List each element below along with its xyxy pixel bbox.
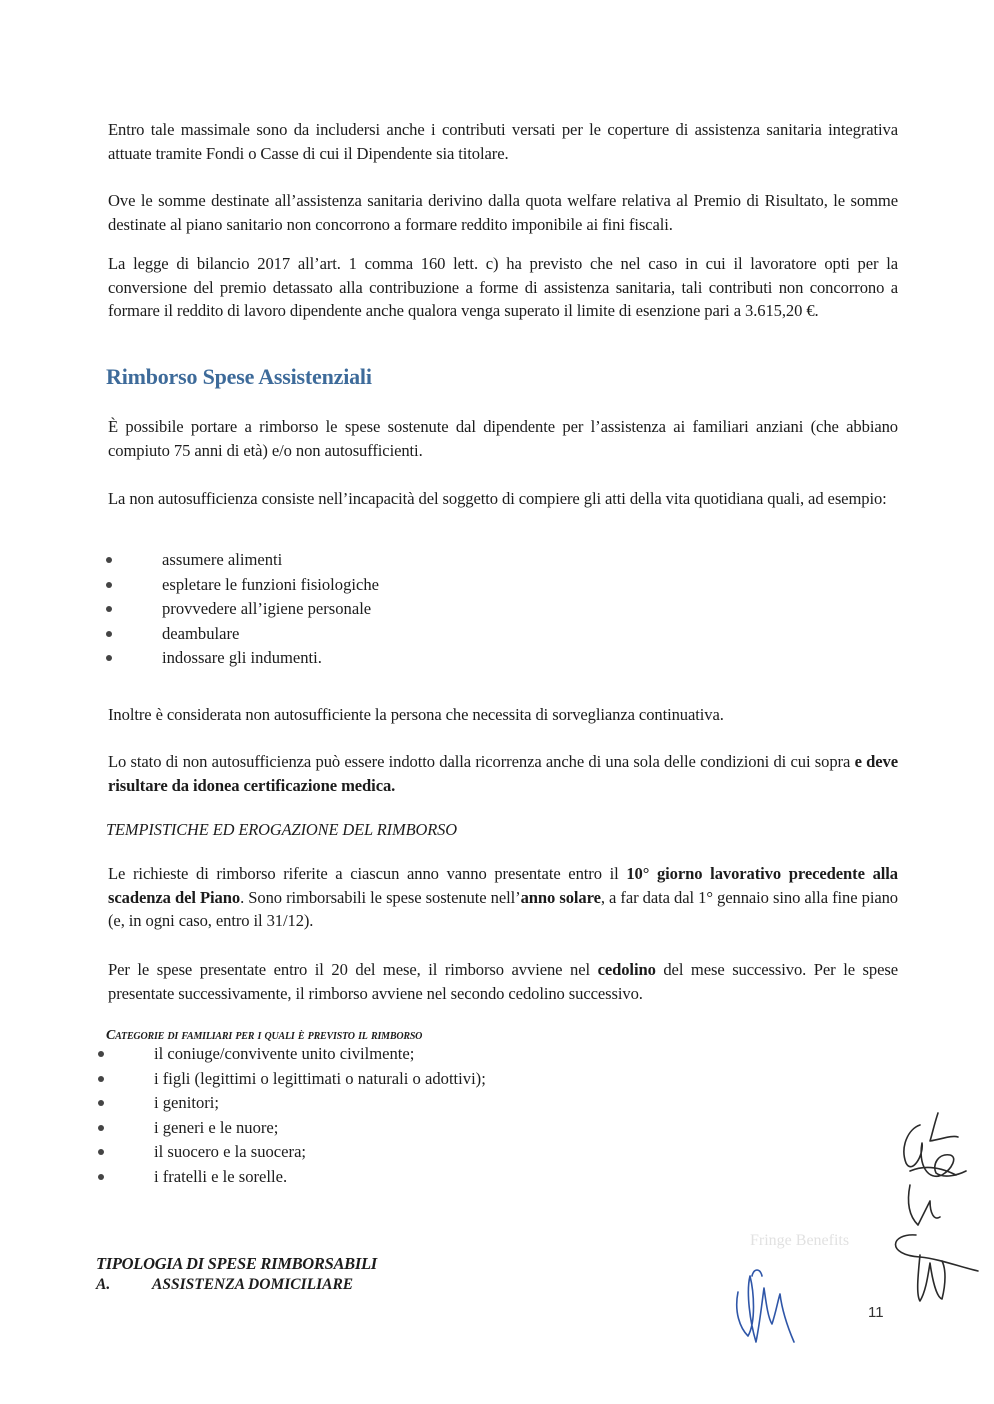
paragraph-cedolino: Per le spese presentate entro il 20 del mese, il rimborso avviene nel cedolino del mese successivo. Per le spese presentate successivamente, il rimborso avviene nel secondo cedolino successivo.: [108, 960, 898, 1003]
bullet-icon: [98, 1076, 104, 1082]
subheading-tipologia-spese: TIPOLOGIA DI SPESE RIMBORSABILI: [96, 1254, 377, 1273]
bold-certificazione: e deve risultare da idonea certificazione medica.: [108, 752, 898, 795]
paragraph-stato-non-autosufficienza: Lo stato di non autosufficienza può essere indotto dalla ricorrenza anche di una sola delle condizioni di cui sopra e deve risultare da idonea certificazione medica.: [108, 752, 898, 795]
bullet-icon: [106, 655, 112, 661]
paragraph-tempistiche-richieste: Le richieste di rimborso riferite a ciascun anno vanno presentate entro il 10° giorno lavorativo precedente alla scadenza del Piano. Sono rimborsabili le spese sostenute nell’anno solare, a far data dal 1° gennaio sino alla fine piano (e, in ogni caso, entro il 31/12).: [108, 864, 898, 930]
paragraph-intro-rimborso: È possibile portare a rimborso le spese sostenute dal dipendente per l’assistenza ai familiari anziani (che abbiano compiuto 75 anni di età) e/o non autosufficienti.: [108, 417, 898, 460]
bullet-icon: [98, 1100, 104, 1106]
paragraph-premio-risultato: Ove le somme destinate all’assistenza sanitaria derivino dalla quota welfare relativa al Premio di Risultato, le somme destinate al piano sanitario non concorrono a formare reddito imponibile ai fini fiscali.: [108, 191, 898, 234]
paragraph-sorveglianza: Inoltre è considerata non autosufficiente la persona che necessita di sorveglianza continuativa.: [108, 705, 724, 724]
bullet-icon: [106, 582, 112, 588]
bullet-icon: [106, 557, 112, 563]
bullet-icon: [98, 1051, 104, 1057]
document-page: Fringe Benefits Entro tale massimale sono da includersi anche i contributi versati per le coperture di assistenza sanitaria integrativa attuate tramite Fondi o Casse di cui il Dipendente sia titolare. Ove le somme destinate all’assistenza sanitaria derivino dalla quota welfare relativa al Premio di Risultato, le somme destinate al piano sanitario non concorrono a formare reddito imponibile ai fini fiscali. La legge di bilancio 2017 all’art. 1 comma 160 lett. c) ha previsto che nel caso in cui il lavoratore opti per la conversione del premio detassato alla contribuzione a forme di assistenza sanitaria, tali contributi non concorrono a formare il reddito di lavoro dipendente anche qualora venga superato il limite di esenzione pari a 3.615,20 €. Rimborso Spese Assistenziali È possibile portare a rimborso le spese sostenute dal dipendente per l’assistenza ai familiari anziani (che abbiano compiuto 75 anni di età) e/o non autosufficienti. La non autosufficienza consiste nell’incapacità del soggetto di compiere gli atti della vita quotidiana quali, ad esempio: assumere alimenti espletare le funzioni fisiologiche provvedere all’igiene personale deambulare indossare gli indumenti. Inoltre è considerata non autosufficiente la persona che necessita di sorveglianza continuativa. Lo stato di non autosufficienza può essere indotto dalla ricorrenza anche di una sola delle condizioni di cui sopra e deve risultare da idonea certificazione medica. TEMPISTICHE ED EROGAZIONE DEL RIMBORSO Le richieste di rimborso riferite a ciascun anno vanno presentate entro il 10° giorno lavorativo precedente alla scadenza del Piano. Sono rimborsabili le spese sostenute nell’anno solare, a far data dal 1° gennaio sino alla fine piano (e, in ogni caso, entro il 31/12). Per le spese presentate entro il 20 del mese, il rimborso avviene nel cedolino del mese successivo. Per le spese presentate successivamente, il rimborso avviene nel secondo cedolino successivo. Categorie di familiari per i quali è previsto il rimborso il coniuge/convivente unito civilmente; i figli (legittimi o legittimati o naturali o adottivi); i genitori; i generi e le nuore; il suocero e la suocera; i fratelli e le sorelle. TIPOLOGIA DI SPESE RIMBORSABILI A. ASSISTENZA DOMICILIARE 11: [0, 0, 994, 1404]
bullet-icon: [98, 1125, 104, 1131]
signature-black-icon: [880, 1105, 980, 1315]
paragraph-massimale: Entro tale massimale sono da includersi anche i contributi versati per le coperture di assistenza sanitaria integrativa attuate tramite Fondi o Casse di cui il Dipendente sia titolare.: [108, 120, 898, 163]
bullet-icon: [106, 631, 112, 637]
page-number: 11: [868, 1304, 884, 1321]
bullet-icon: [106, 606, 112, 612]
bullet-icon: [98, 1149, 104, 1155]
bullet-icon: [98, 1174, 104, 1180]
section-title-rimborso-spese: Rimborso Spese Assistenziali: [106, 364, 372, 389]
bleed-through-text: Fringe Benefits: [750, 1232, 850, 1249]
signature-blue-icon: [732, 1262, 802, 1352]
paragraph-non-autosufficienza: La non autosufficienza consiste nell’incapacità del soggetto di compiere gli atti della vita quotidiana quali, ad esempio:: [108, 489, 887, 508]
subheading-categorie-familiari: Categorie di familiari per i quali è previsto il rimborso: [106, 1028, 423, 1043]
subheading-tempistiche: TEMPISTICHE ED EROGAZIONE DEL RIMBORSO: [106, 820, 457, 839]
paragraph-legge-bilancio: La legge di bilancio 2017 all’art. 1 comma 160 lett. c) ha previsto che nel caso in cui il lavoratore opti per la conversione del premio detassato alla contribuzione a forme di assistenza sanitaria, tali contributi non concorrono a formare il reddito di lavoro dipendente anche qualora venga superato il limite di esenzione pari a 3.615,20 €.: [108, 254, 898, 320]
